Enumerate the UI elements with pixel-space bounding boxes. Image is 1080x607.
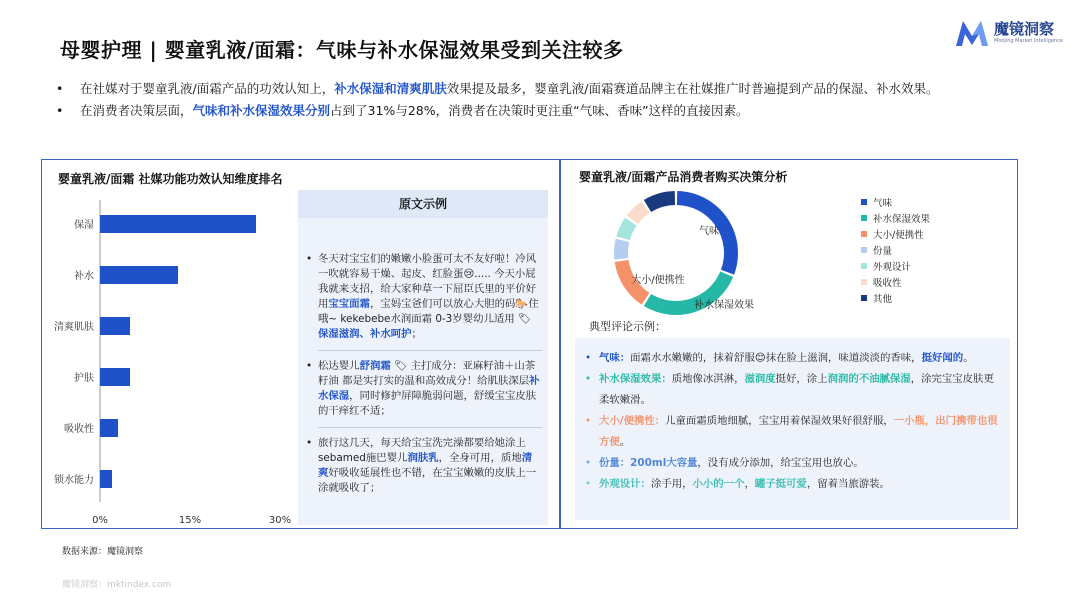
review-item [585,348,1003,369]
quote-dot: • [306,253,313,265]
legend-item [861,242,930,258]
page-title: 母婴护理 | 婴童乳液/面霜：气味与补水保湿效果受到关注较多 [60,38,624,62]
bullet-text: 占到了31%与28%，消费者在决策时更注重“气味、香味”这样的直接因素。 [330,103,749,118]
quote-divider [318,350,542,351]
quote-highlight: 清爽 [318,452,533,479]
quote-highlight: 保湿滋润、补水呵护 [318,328,412,340]
review-text: 。 [963,352,974,364]
bar [100,266,178,284]
left-panel [41,159,560,529]
donut-slice-label: 大小/便携性 [631,275,685,286]
data-source: 数据来源：魔镜洞察 [62,547,144,557]
review-text: 挺好，涂上 [775,373,828,385]
bar-category-label: 保湿 [74,220,94,231]
review-box [575,338,1010,520]
brand-name: 魔镜洞察 [994,20,1055,38]
quote-item [306,359,542,419]
legend-swatch [861,295,867,301]
bullet-text: 在社媒对于婴童乳液/面霜产品的功效认知上， [80,81,335,96]
review-item [585,369,1003,411]
bar [100,419,118,437]
review-item [585,453,1003,474]
legend-swatch [861,215,867,221]
legend-label: 外观设计 [873,262,912,273]
bar-tick-label: 15% [178,515,202,526]
review-text: 质地像冰淇淋， [671,373,745,385]
quote-highlight: 润肤乳 [407,452,439,464]
review-item [585,411,1003,453]
review-dot: • [585,415,592,427]
review-dot: • [585,352,592,364]
quote-dot: • [306,360,313,372]
quote-text: 🏷 主打成分：亚麻籽油＋山茶籽油 都是实打实的温和高效成分！给肌肤深层 [318,360,536,387]
review-text: 。 [619,436,631,448]
review-highlight: 润润的不油腻保湿 [827,373,911,385]
brand-logo-block [954,18,1063,48]
legend-item [861,290,930,306]
legend-item [861,258,930,274]
summary-bullets [56,78,1036,122]
bar-category-label: 清爽肌肤 [54,322,94,333]
quote-text: ，同时修护屏障脆弱问题，舒缓宝宝皮肤的干痒红不适； [318,390,537,417]
review-highlight: 补水保湿效果： [599,373,672,385]
review-highlight: 一小瓶，出门携带也很方便 [599,415,998,448]
bar-tick-label: 30% [268,515,292,526]
quote-highlight: 补水保湿 [318,375,540,402]
quote-divider [318,427,542,428]
bar-chart [42,190,298,530]
review-text: ，涂完宝宝皮肤更柔软嫩滑。 [599,373,994,406]
legend-label: 补水保湿效果 [873,214,931,225]
bar [100,317,130,335]
review-dot: • [585,478,592,490]
review-text: ，留着当旅游装。 [806,478,890,490]
quote-item [306,252,542,342]
donut-slice [627,201,650,224]
donut-slice [616,218,636,241]
summary-bullet [56,78,1036,100]
legend-label: 份量 [873,246,893,257]
review-title: 典型评论示例： [589,320,666,333]
quote-list [306,252,542,496]
review-dot: • [585,373,592,385]
review-item [585,474,1003,495]
review-text: 儿童面霜质地细腻，宝宝用着保湿效果好很舒服， [665,415,894,427]
quote-text: ，宝妈宝爸们可以放心大胆的码🐎住哦~ kekebebe水润面霜 0-3岁婴幼儿适用 🏷 [318,298,539,325]
left-panel-title: 婴童乳液/面霜 社媒功能功效认知维度排名 [58,172,283,186]
quote-highlight: 舒润霜 [359,360,391,372]
bullet-dot: • [56,103,64,118]
bullet-dot: • [56,81,64,96]
donut-slice-label: 气味 [699,226,719,237]
quote-text: ； [411,328,422,340]
review-highlight: 罐子挺可爱 [754,478,807,490]
right-panel [560,159,1018,529]
review-highlight: 小小的一个 [692,478,745,490]
highlight-text: 气味和补水保湿效果分别 [192,103,331,118]
legend-item [861,274,930,290]
bar-category-label: 护肤 [74,373,94,384]
review-text: 涂手用， [650,478,693,490]
review-highlight: 滋润度 [744,373,776,385]
bar-tick-label: 0% [92,515,108,526]
brand-subtitle: Moojing Market Intelligence [994,38,1064,44]
bullet-text: 在消费者决策层面， [80,103,193,118]
quote-text: 旅行这几天，每天给宝宝洗完澡都要给她涂上sebamed施巴婴儿 [318,437,526,464]
donut-legend [861,194,930,306]
legend-label: 大小/便携性 [873,230,924,241]
review-highlight: 份量： [599,457,631,469]
quote-text: ，全身可用，质地 [438,452,522,464]
review-text: ，没有成分添加，给宝宝用也放心。 [697,457,864,469]
review-highlight: 气味： [599,352,631,364]
quote-text: 松达婴儿 [318,360,360,372]
legend-swatch [861,263,867,269]
bullet-text: 效果提及最多，婴童乳液/面霜赛道品牌主在社媒推广时普遍提到产品的保湿、补水效果。 [446,81,939,96]
donut-slice [614,239,629,260]
quote-text: 冬天对宝宝们的嫩嫩小脸蛋可太不友好啦！冷风一吹就容易干燥、起皮、红脸蛋😢..... 今天小屁我就来支招，给大家种草一下屈臣氏里的平价好用 [318,253,537,310]
quote-box-title: 原文示例 [298,190,548,218]
bar-category-label: 吸收性 [64,424,94,435]
highlight-text: 补水保湿和清爽肌肤 [334,81,447,96]
review-list [585,348,1003,495]
legend-item [861,210,930,226]
quote-highlight: 宝宝面霜 [328,298,370,310]
review-highlight: 200ml大容量 [630,457,698,469]
donut-chart [601,178,801,328]
right-panel-title: 婴童乳液/面霜产品消费者购买决策分析 [579,170,788,184]
quote-item [306,436,542,496]
bar-category-label: 锁水能力 [54,475,94,486]
bar-category-label: 补水 [74,271,94,282]
review-dot: • [585,457,592,469]
review-highlight: 大小/便携性： [599,415,666,427]
footer-site: 魔镜洞察：mktindex.com [62,580,172,590]
legend-label: 吸收性 [873,278,902,289]
legend-swatch [861,247,867,253]
legend-swatch [861,279,867,285]
legend-label: 其他 [873,294,893,305]
quote-dot: • [306,437,313,449]
review-highlight: 外观设计： [599,478,651,490]
summary-bullet [56,100,1036,122]
donut-slice [644,191,675,212]
review-text: 面霜水水嫩嫩的，抹着舒服😊抹在脸上滋润，味道淡淡的香味， [630,352,922,364]
brand-logo-icon [954,18,990,48]
bar [100,470,112,488]
legend-item [861,226,930,242]
bar [100,368,130,386]
quote-text: 好吸收延展性也不错，在宝宝嫩嫩的皮肤上一涂就吸收了； [318,467,537,494]
review-text: ， [744,478,755,490]
legend-label: 气味 [873,198,893,209]
legend-swatch [861,231,867,237]
review-highlight: 挺好闻的 [921,352,964,364]
donut-slice-label: 补水保湿效果 [694,300,754,311]
legend-item [861,194,930,210]
bar [100,215,256,233]
legend-swatch [861,199,867,205]
quote-box [298,190,548,525]
